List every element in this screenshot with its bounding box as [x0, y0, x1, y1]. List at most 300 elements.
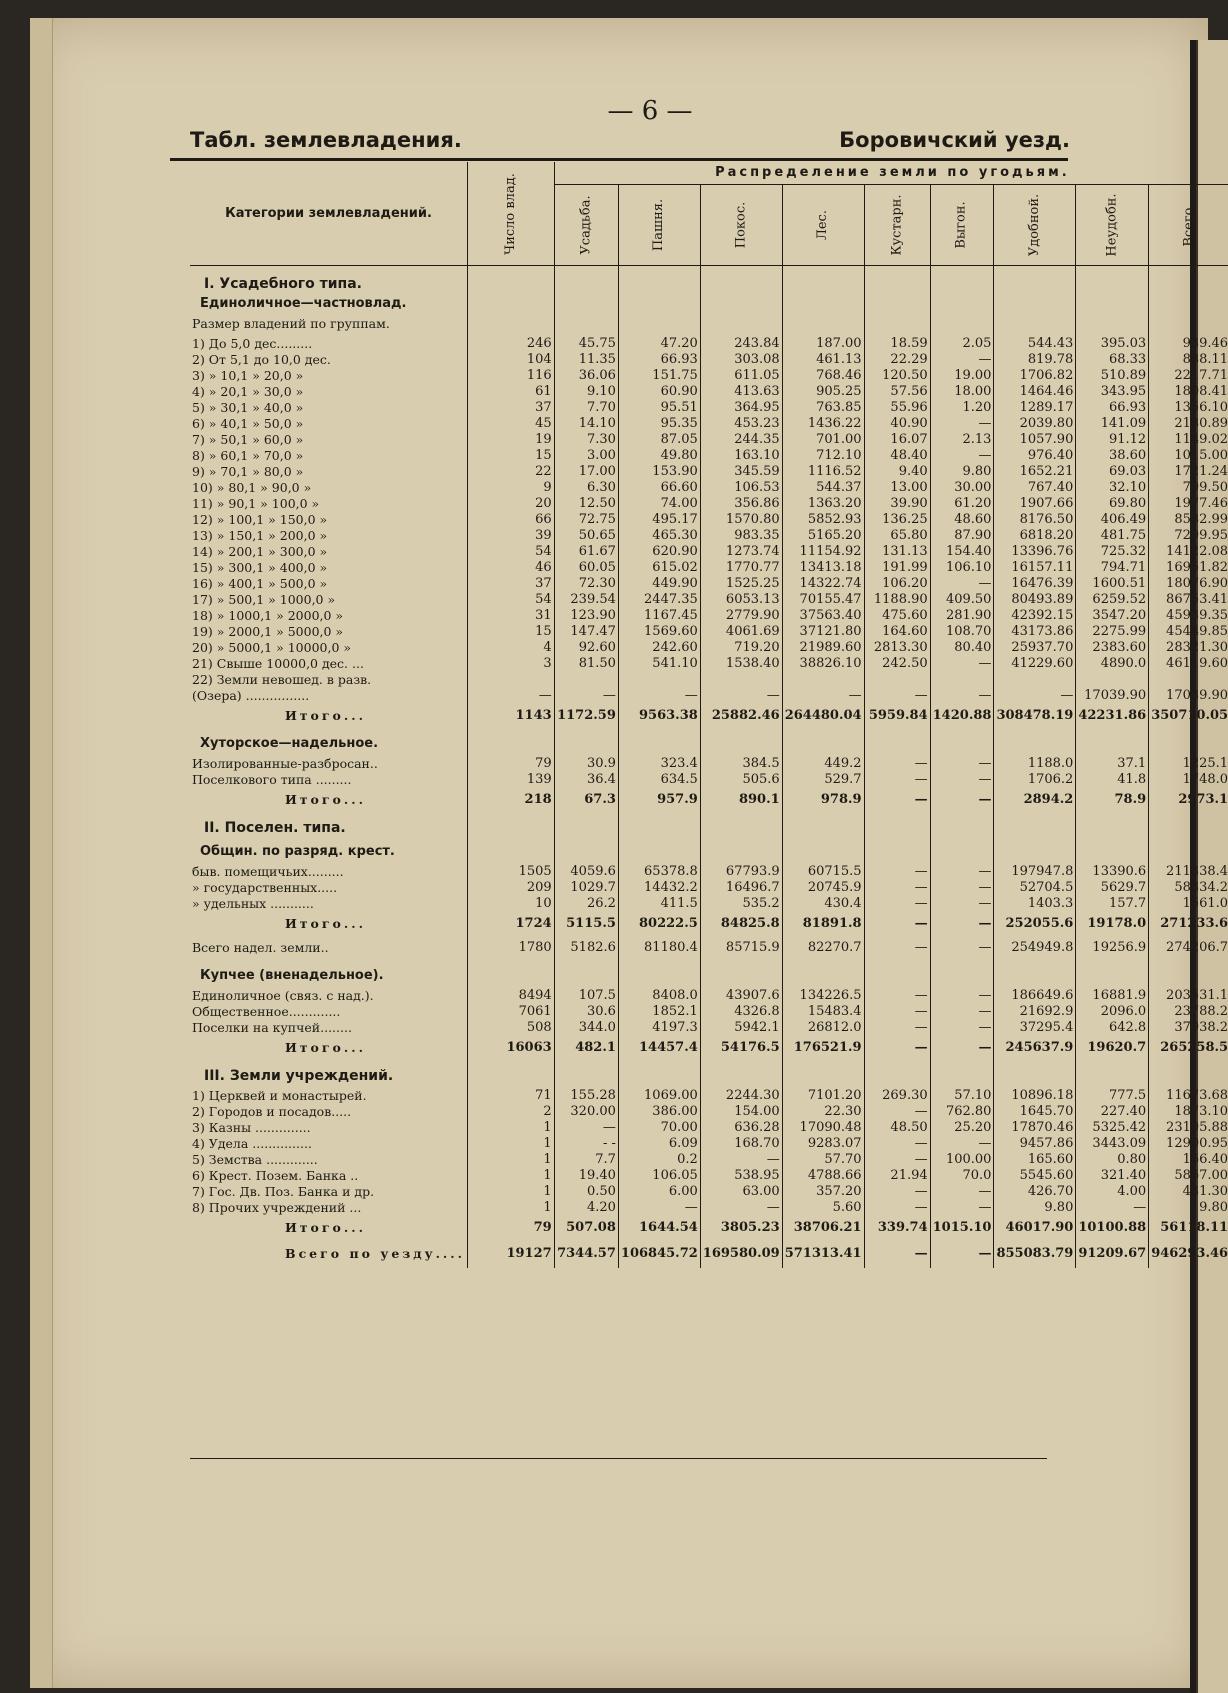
row-label: Всего надел. земли.. [192, 940, 329, 955]
table-row [190, 1020, 1228, 1036]
cell-vy: — [930, 940, 994, 956]
cell-ne: 321.40 [1076, 1168, 1149, 1184]
cell-vy: 87.90 [930, 528, 994, 544]
cell-vy: — [930, 448, 994, 464]
cell-pa: 66.60 [618, 480, 700, 496]
cell-ne: 2275.99 [1076, 624, 1149, 640]
cell-le: 5.60 [782, 1200, 864, 1216]
cell-ku: — [864, 940, 930, 956]
cell-ne: 157.7 [1076, 896, 1149, 912]
cell-n: 79 [468, 1220, 555, 1236]
cell-us: 320.00 [554, 1104, 618, 1120]
cell-ku: 1188.90 [864, 592, 930, 608]
table-row [190, 1200, 1228, 1216]
cell-pa: — [618, 1200, 700, 1216]
cell-us: 11.35 [554, 352, 618, 368]
cell-vs: 274206.7 [1149, 940, 1228, 956]
cell-vy: — [930, 352, 994, 368]
cell-pa: 541.10 [618, 656, 700, 672]
section-heading-row [190, 1068, 1228, 1084]
cell-ne: 0.80 [1076, 1152, 1149, 1168]
cell-n: 10 [468, 896, 555, 912]
section-heading: Размер владений по группам. [192, 316, 390, 331]
cell-us: 344.0 [554, 1020, 618, 1036]
cell-le: 60715.5 [782, 864, 864, 880]
cell-le: 264480.04 [782, 708, 864, 724]
cell-ku: — [864, 1246, 930, 1262]
cell-vy: 48.60 [930, 512, 994, 528]
cell-vy: — [930, 656, 994, 672]
cell-ud: 80493.89 [994, 592, 1076, 608]
cell-ku: 131.13 [864, 544, 930, 560]
cell-ud: 16157.11 [994, 560, 1076, 576]
cell-ud: 254949.8 [994, 940, 1076, 956]
cell-n: 8494 [468, 988, 555, 1004]
cell-ne: 17039.90 [1076, 688, 1149, 704]
cell-us: 482.1 [554, 1040, 618, 1056]
cell-le: 38826.10 [782, 656, 864, 672]
cell-n: 54 [468, 544, 555, 560]
cell-ku: 57.56 [864, 384, 930, 400]
cell-n: 22 [468, 464, 555, 480]
cell-pa: 151.75 [618, 368, 700, 384]
table-row [190, 400, 1228, 416]
cell-ku: — [864, 792, 930, 808]
cell-vy: — [930, 1136, 994, 1152]
cell-pa: 4197.3 [618, 1020, 700, 1036]
row-label: 4) » 20,1 » 30,0 » [192, 384, 304, 399]
cell-us: 67.3 [554, 792, 618, 808]
row-label: 8) Прочих учреждений ... [192, 1200, 362, 1215]
cell-vs: 799.50 [1149, 480, 1228, 496]
cell-vy: — [930, 756, 994, 772]
cell-n: 508 [468, 1020, 555, 1036]
cell-po: 719.20 [700, 640, 782, 656]
row-label: 6) Крест. Позем. Банка .. [192, 1168, 359, 1183]
cell-us: 14.10 [554, 416, 618, 432]
cell-po: 611.05 [700, 368, 782, 384]
cell-vy: 1015.10 [930, 1220, 994, 1236]
cell-n: 246 [468, 336, 555, 352]
section-heading-row [190, 316, 1228, 332]
cell-le: 187.00 [782, 336, 864, 352]
table-row [190, 1120, 1228, 1136]
cell-ud: 10896.18 [994, 1088, 1076, 1104]
cell-n: 46 [468, 560, 555, 576]
table-row [190, 576, 1228, 592]
cell-po: 4326.8 [700, 1004, 782, 1020]
row-label: 8) » 60,1 » 70,0 » [192, 448, 304, 463]
row-label: Поселкового типа ......... [192, 772, 352, 787]
cell-ud: 544.43 [994, 336, 1076, 352]
cell-pa: 1644.54 [618, 1220, 700, 1236]
cell-n: 15 [468, 624, 555, 640]
cell-ud: 1188.0 [994, 756, 1076, 772]
cell-vs: 46119.60 [1149, 656, 1228, 672]
cell-ne: 16881.9 [1076, 988, 1149, 1004]
cell-ku: — [864, 688, 930, 704]
page-edge-left [30, 18, 53, 1688]
cell-vs: 2217.71 [1149, 368, 1228, 384]
cell-ne: 68.33 [1076, 352, 1149, 368]
cell-ne: 4890.0 [1076, 656, 1149, 672]
cell-n: 1 [468, 1200, 555, 1216]
table-row [190, 656, 1228, 672]
cell-ud: 165.60 [994, 1152, 1076, 1168]
cell-le: 1363.20 [782, 496, 864, 512]
total-row [190, 792, 1228, 808]
cell-po: 535.2 [700, 896, 782, 912]
cell-ne: 2096.0 [1076, 1004, 1149, 1020]
row-label: 14) » 200,1 » 300,0 » [192, 544, 328, 559]
cell-ne: 10100.88 [1076, 1220, 1149, 1236]
table-row [190, 880, 1228, 896]
cell-us: 4059.6 [554, 864, 618, 880]
row-label: 7) Гос. Дв. Поз. Банка и др. [192, 1184, 375, 1199]
cell-n: 1 [468, 1120, 555, 1136]
cell-pa [618, 672, 700, 688]
cell-ud: 2894.2 [994, 792, 1076, 808]
cell-le: 7101.20 [782, 1088, 864, 1104]
cell-pa: 6.00 [618, 1184, 700, 1200]
cell-n: 9 [468, 480, 555, 496]
cell-ud: 25937.70 [994, 640, 1076, 656]
row-label: 1) Церквей и монастырей. [192, 1088, 367, 1103]
cell-le: — [782, 688, 864, 704]
spacer-row [190, 932, 1228, 940]
cell-n: 139 [468, 772, 555, 788]
cell-vs: 45449.85 [1149, 624, 1228, 640]
cell-n: 1 [468, 1168, 555, 1184]
col-header-category: Категории землевладений. [190, 162, 468, 266]
cell-le: 17090.48 [782, 1120, 864, 1136]
cell-vy: — [930, 576, 994, 592]
cell-ud: 8176.50 [994, 512, 1076, 528]
cell-ku: — [864, 772, 930, 788]
cell-pa: 242.60 [618, 640, 700, 656]
cell-vs: 28321.30 [1149, 640, 1228, 656]
cell-vy: — [930, 1184, 994, 1200]
cell-vs: 1356.10 [1149, 400, 1228, 416]
cell-ku: — [864, 1184, 930, 1200]
cell-n: 116 [468, 368, 555, 384]
cell-n: 19 [468, 432, 555, 448]
cell-vs: 2180.89 [1149, 416, 1228, 432]
row-label: 12) » 100,1 » 150,0 » [192, 512, 328, 527]
cell-po: 63.00 [700, 1184, 782, 1200]
cell-vs: 271233.6 [1149, 916, 1228, 932]
cell-ne: 406.49 [1076, 512, 1149, 528]
cell-ud: 245637.9 [994, 1040, 1076, 1056]
cell-ku: 106.20 [864, 576, 930, 592]
cell-le: 5165.20 [782, 528, 864, 544]
cell-ud: 9457.86 [994, 1136, 1076, 1152]
cell-pa: 411.5 [618, 896, 700, 912]
section-heading: Общин. по разряд. крест. [200, 844, 395, 859]
cell-ne: 481.75 [1076, 528, 1149, 544]
col-header-kustarn: Кустарн. [864, 185, 930, 266]
cell-ne: — [1076, 1200, 1149, 1216]
cell-ud: 42392.15 [994, 608, 1076, 624]
cell-n: 104 [468, 352, 555, 368]
cell-ud: 426.70 [994, 1184, 1076, 1200]
row-label: 16) » 400,1 » 500,0 » [192, 576, 328, 591]
cell-ku: 13.00 [864, 480, 930, 496]
table-row [190, 1136, 1228, 1152]
cell-n: 15 [468, 448, 555, 464]
cell-ku: — [864, 1136, 930, 1152]
spacer-row [190, 808, 1228, 820]
cell-n: 4 [468, 640, 555, 656]
cell-vy: 25.20 [930, 1120, 994, 1136]
cell-ud: 5545.60 [994, 1168, 1076, 1184]
cell-vy: — [930, 1200, 994, 1216]
cell-ud: 43173.86 [994, 624, 1076, 640]
cell-ku: — [864, 880, 930, 896]
cell-vs: 431.30 [1149, 1184, 1228, 1200]
cell-pa: 14432.2 [618, 880, 700, 896]
row-label: 20) » 5000,1 » 10000,0 » [192, 640, 352, 655]
section-heading-row [190, 968, 1228, 984]
row-label: 11) » 90,1 » 100,0 » [192, 496, 320, 511]
cell-po: 243.84 [700, 336, 782, 352]
cell-ud: 1706.2 [994, 772, 1076, 788]
cell-le: 763.85 [782, 400, 864, 416]
spacer-row [190, 1056, 1228, 1068]
cell-ud: 9.80 [994, 1200, 1076, 1216]
table-row [190, 1184, 1228, 1200]
cell-ud: 819.78 [994, 352, 1076, 368]
spacer-row [190, 836, 1228, 844]
cell-po: 3805.23 [700, 1220, 782, 1236]
section-heading-row [190, 276, 1228, 292]
section-heading: I. Усадебного типа. [204, 276, 362, 292]
cell-pa: 14457.4 [618, 1040, 700, 1056]
cell-us: 72.75 [554, 512, 618, 528]
col-header-vsego: Всего. [1149, 185, 1228, 266]
cell-vy: — [930, 1246, 994, 1262]
table-row [190, 368, 1228, 384]
cell-ku: — [864, 916, 930, 932]
cell-po: 84825.8 [700, 916, 782, 932]
cell-pa: 386.00 [618, 1104, 700, 1120]
cell-ud: 17870.46 [994, 1120, 1076, 1136]
cell-po: 345.59 [700, 464, 782, 480]
cell-ku: 242.50 [864, 656, 930, 672]
row-label: 4) Удела ............... [192, 1136, 312, 1151]
cell-ku: — [864, 1020, 930, 1036]
row-label: » государственных..... [192, 880, 338, 895]
cell-us: 9.10 [554, 384, 618, 400]
cell-po: 106.53 [700, 480, 782, 496]
cell-pa: 1569.60 [618, 624, 700, 640]
cell-le: 905.25 [782, 384, 864, 400]
cell-le: 70155.47 [782, 592, 864, 608]
section-heading-row [190, 296, 1228, 312]
cell-vy: 18.00 [930, 384, 994, 400]
cell-us: 17.00 [554, 464, 618, 480]
cell-n: 1 [468, 1152, 555, 1168]
landholding-table [190, 162, 1228, 1268]
cell-ne: 4.00 [1076, 1184, 1149, 1200]
cell-vs: 1225.1 [1149, 756, 1228, 772]
cell-n: 31 [468, 608, 555, 624]
row-label: Изолированные-разбросан.. [192, 756, 378, 771]
col-header-neudobn: Неудобн. [1076, 185, 1149, 266]
cell-po: 983.35 [700, 528, 782, 544]
cell-le: 9283.07 [782, 1136, 864, 1152]
row-label: 9) » 70,1 » 80,0 » [192, 464, 304, 479]
section-heading: Хуторское—надельное. [200, 736, 379, 751]
cell-vy: 409.50 [930, 592, 994, 608]
cell-ud: 1057.90 [994, 432, 1076, 448]
cell-ne: 42231.86 [1076, 708, 1149, 724]
cell-ne: 38.60 [1076, 448, 1149, 464]
table-row [190, 864, 1228, 880]
cell-vs: 1977.46 [1149, 496, 1228, 512]
total-row [190, 1220, 1228, 1236]
cell-ne: 69.03 [1076, 464, 1149, 480]
cell-po: 636.28 [700, 1120, 782, 1136]
cell-vy: 762.80 [930, 1104, 994, 1120]
cell-ne: 794.71 [1076, 560, 1149, 576]
row-label: 22) Земли невошед. в разв. [192, 672, 372, 687]
cell-ku: — [864, 1104, 930, 1120]
cell-vs: 350710.05 [1149, 708, 1228, 724]
cell-le: 449.2 [782, 756, 864, 772]
cell-ku: 269.30 [864, 1088, 930, 1104]
cell-ne: 91209.67 [1076, 1246, 1149, 1262]
spacer-row [190, 1262, 1228, 1268]
cell-vs: 1873.10 [1149, 1104, 1228, 1120]
cell-ud: 13396.76 [994, 544, 1076, 560]
cell-us: 507.08 [554, 1220, 618, 1236]
cell-ne: 227.40 [1076, 1104, 1149, 1120]
cell-po: 54176.5 [700, 1040, 782, 1056]
cell-vs: 11673.68 [1149, 1088, 1228, 1104]
cell-po: 413.63 [700, 384, 782, 400]
cell-vy: — [930, 988, 994, 1004]
cell-ku: 120.50 [864, 368, 930, 384]
table-row [190, 688, 1228, 704]
cell-n: 1724 [468, 916, 555, 932]
cell-po [700, 672, 782, 688]
cell-vs: 23195.88 [1149, 1120, 1228, 1136]
cell-us: 61.67 [554, 544, 618, 560]
cell-vs: 7299.95 [1149, 528, 1228, 544]
cell-n: 37 [468, 400, 555, 416]
cell-le: 26812.0 [782, 1020, 864, 1036]
row-label: 19) » 2000,1 » 5000,0 » [192, 624, 344, 639]
cell-vy: — [930, 688, 994, 704]
cell-po: 4061.69 [700, 624, 782, 640]
cell-us [554, 672, 618, 688]
cell-ne: 725.32 [1076, 544, 1149, 560]
cell-us: 45.75 [554, 336, 618, 352]
cell-ud: 37295.4 [994, 1020, 1076, 1036]
row-label: Поселки на купчей........ [192, 1020, 352, 1035]
row-label: 6) » 40,1 » 50,0 » [192, 416, 304, 431]
cell-vs: 1808.41 [1149, 384, 1228, 400]
cell-le: 176521.9 [782, 1040, 864, 1056]
cell-n: 19127 [468, 1246, 555, 1262]
cell-ku: 40.90 [864, 416, 930, 432]
cell-ku: 21.94 [864, 1168, 930, 1184]
cell-vs: 45939.35 [1149, 608, 1228, 624]
cell-vs: 14122.08 [1149, 544, 1228, 560]
cell-n: 218 [468, 792, 555, 808]
cell-ud: 1289.17 [994, 400, 1076, 416]
cell-pa: 47.20 [618, 336, 700, 352]
cell-vy: — [930, 916, 994, 932]
cell-vy: 70.0 [930, 1168, 994, 1184]
cell-ku: 48.40 [864, 448, 930, 464]
cell-ud: 46017.90 [994, 1220, 1076, 1236]
cell-ku: 191.99 [864, 560, 930, 576]
cell-le: 82270.7 [782, 940, 864, 956]
cell-ud: 1403.3 [994, 896, 1076, 912]
cell-ud: 1464.46 [994, 384, 1076, 400]
cell-ku: 5959.84 [864, 708, 930, 724]
cell-ne: 19620.7 [1076, 1040, 1149, 1056]
cell-vs: 1748.0 [1149, 772, 1228, 788]
cell-n: 79 [468, 756, 555, 772]
table-row [190, 1168, 1228, 1184]
cell-po: 1525.25 [700, 576, 782, 592]
cell-po: — [700, 1200, 782, 1216]
cell-ku: 65.80 [864, 528, 930, 544]
cell-vs: 16951.82 [1149, 560, 1228, 576]
cell-po: 538.95 [700, 1168, 782, 1184]
cell-vs: 23788.2 [1149, 1004, 1228, 1020]
cell-us: — [554, 688, 618, 704]
cell-po: 1770.77 [700, 560, 782, 576]
cell-ku: — [864, 1152, 930, 1168]
cell-ne: 32.10 [1076, 480, 1149, 496]
cell-us: 1029.7 [554, 880, 618, 896]
cell-le: 357.20 [782, 1184, 864, 1200]
cell-vs: 1721.24 [1149, 464, 1228, 480]
table-row [190, 940, 1228, 956]
cell-ku: — [864, 1200, 930, 1216]
cell-le: 430.4 [782, 896, 864, 912]
cell-us: 6.30 [554, 480, 618, 496]
cell-pa: 2447.35 [618, 592, 700, 608]
cell-us: 7.30 [554, 432, 618, 448]
table-row [190, 1152, 1228, 1168]
cell-us: 19.40 [554, 1168, 618, 1184]
cell-ud: 252055.6 [994, 916, 1076, 932]
cell-n: 45 [468, 416, 555, 432]
cell-ud: 855083.79 [994, 1246, 1076, 1262]
spacer-row [190, 724, 1228, 736]
cell-us: - - [554, 1136, 618, 1152]
cell-le: 37563.40 [782, 608, 864, 624]
table-row [190, 1104, 1228, 1120]
spacer-row [190, 956, 1228, 968]
cell-n: 1 [468, 1136, 555, 1152]
cell-vs: 166.40 [1149, 1152, 1228, 1168]
cell-po: 16496.7 [700, 880, 782, 896]
row-label: 2) Городов и посадов..... [192, 1104, 352, 1119]
cell-us: 5182.6 [554, 940, 618, 956]
cell-ne [1076, 672, 1149, 688]
cell-ne: 69.80 [1076, 496, 1149, 512]
cell-pa: 1069.00 [618, 1088, 700, 1104]
row-label: 2) От 5,1 до 10,0 дес. [192, 352, 331, 367]
cell-le: 134226.5 [782, 988, 864, 1004]
section-heading-row [190, 820, 1228, 836]
